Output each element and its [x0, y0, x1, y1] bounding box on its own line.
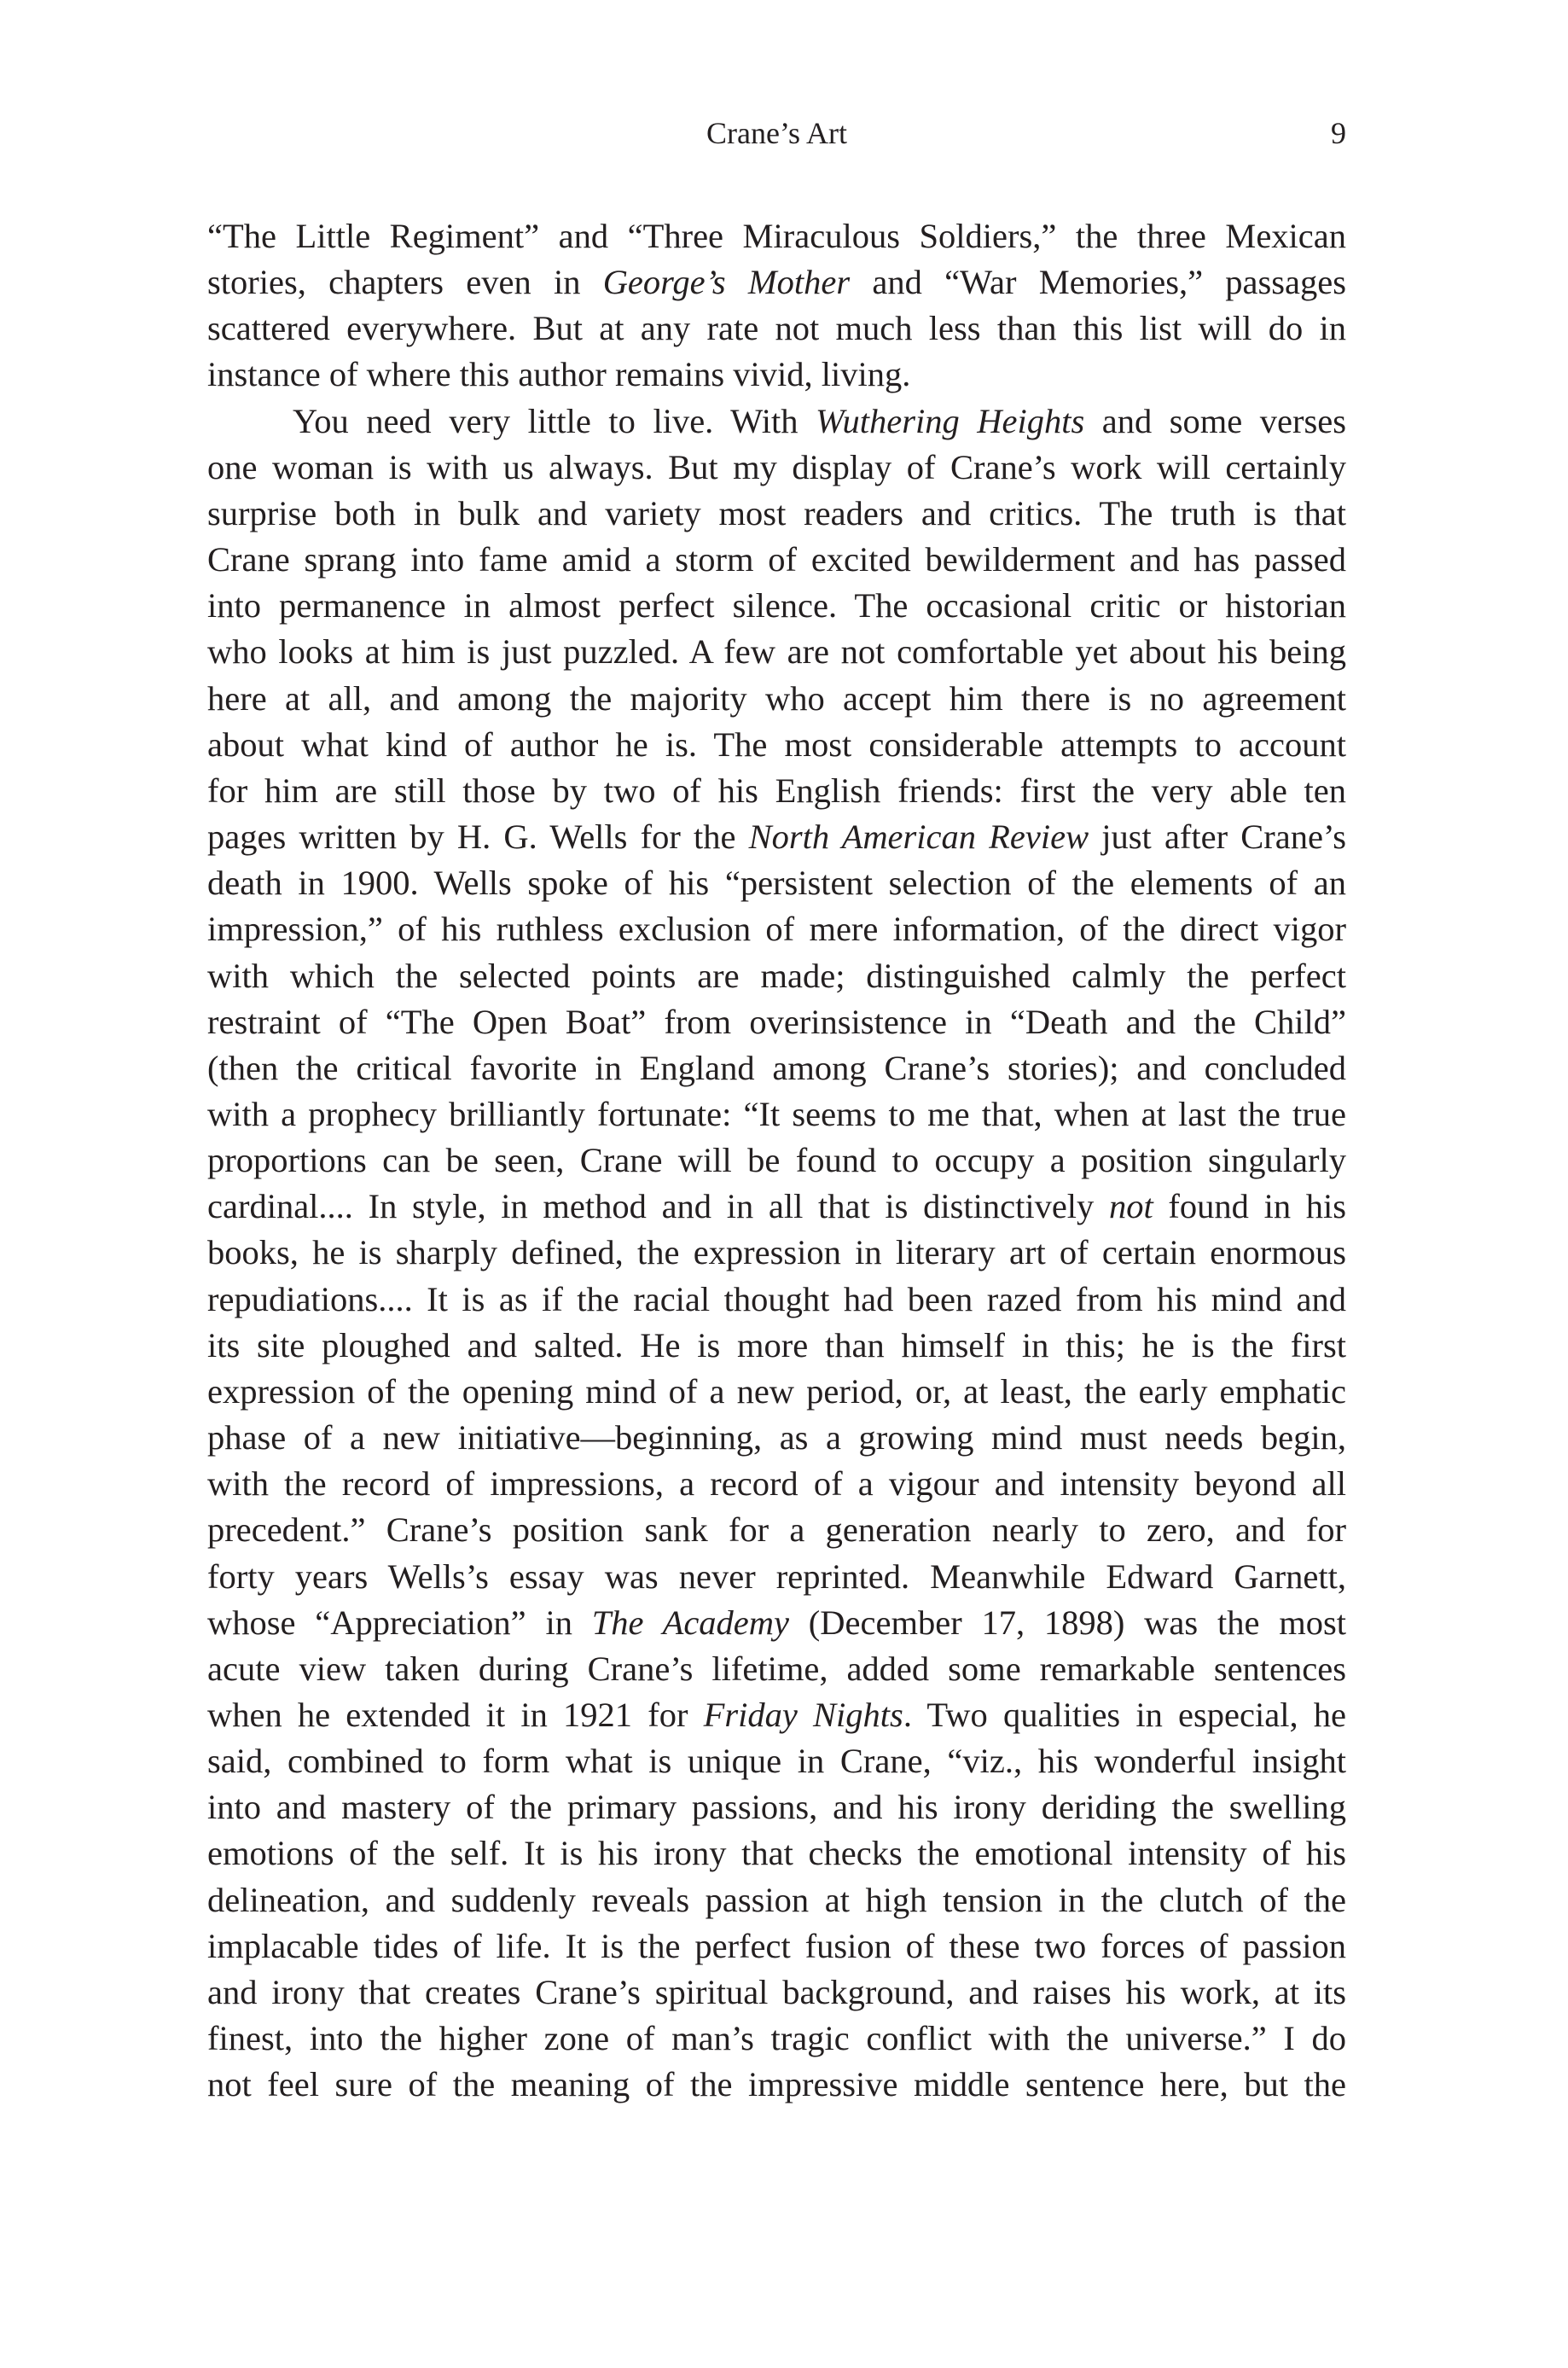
text-line: about what kind of author he is. The most considerable attempts to account: [207, 724, 1346, 764]
page-number: 9: [1331, 116, 1346, 150]
text-line: said, combined to form what is unique in Crane, “viz., his wonderful insight: [207, 1742, 1346, 1781]
running-head: [207, 112, 1346, 154]
text-line: scattered everywhere. But at any rate not much less than this list will do in: [207, 309, 1346, 348]
text-line: one woman is with us always. But my display of Crane’s work will certainly: [207, 447, 1346, 486]
text-line: restraint of “The Open Boat” from overinsistence in “Death and the Child”: [207, 1002, 1346, 1041]
text-line: for him are still those by two of his English friends: first the very able ten: [207, 771, 1346, 810]
running-title: Crane’s Art: [706, 116, 847, 150]
text-line: books, he is sharply defined, the expression in literary art of certain enormous: [207, 1233, 1346, 1272]
text-line: not feel sure of the meaning of the impressive middle sentence here, but the: [207, 2065, 1346, 2104]
text-line: repudiations.... It is as if the racial thought had been razed from his mind and: [207, 1279, 1346, 1318]
italic-title: North American Review: [748, 817, 1089, 857]
italic-title: The Academy: [591, 1603, 789, 1642]
text-line: death in 1900. Wells spoke of his “persistent selection of the elements of an: [207, 864, 1346, 903]
text-line: finest, into the higher zone of man’s tragic conflict with the universe.” I do: [207, 2019, 1346, 2058]
italic-title: Wuthering Heights: [815, 401, 1085, 440]
text-line: whose “Appreciation” in The Academy (December 17, 1898) was the most: [207, 1603, 1347, 1642]
text-line: its site ploughed and salted. He is more than himself in this; he is the first: [207, 1325, 1346, 1364]
text-line: You need very little to live. With Wuthering Heights and some verses: [293, 401, 1346, 440]
body-text: [207, 213, 1346, 2108]
text-line: emotions of the self. It is his irony that checks the emotional intensity of his: [207, 1834, 1346, 1873]
italic-title: Friday Nights: [703, 1696, 903, 1734]
text-line: “The Little Regiment” and “Three Miraculous Soldiers,” the three Mexican: [207, 217, 1346, 255]
text-line: phase of a new initiative—beginning, as a growing mind must needs begin,: [207, 1418, 1346, 1457]
text-line: into permanence in almost perfect silence. The occasional critic or historian: [207, 586, 1346, 625]
text-line: cardinal.... In style, in method and in all that is distinctively not found in his: [207, 1187, 1346, 1226]
text-line: implacable tides of life. It is the perfect fusion of these two forces of passion: [207, 1926, 1346, 1965]
text-line: stories, chapters even in George’s Mother and “War Memories,” passages: [207, 263, 1346, 302]
text-line: and irony that creates Crane’s spiritual background, and raises his work, at its: [207, 1972, 1346, 2011]
text-line: with a prophecy brilliantly fortunate: “It seems to me that, when at last the true: [207, 1094, 1346, 1133]
text-line: here at all, and among the majority who accept him there is no agreement: [207, 678, 1346, 718]
text-line: with the record of impressions, a record of a vigour and intensity beyond all: [207, 1464, 1346, 1504]
text-line: into and mastery of the primary passions, and his irony deriding the swelling: [207, 1788, 1346, 1827]
text-line: (then the critical favorite in England among Crane’s stories); and concluded: [207, 1048, 1346, 1087]
text-line: forty years Wells’s essay was never reprinted. Meanwhile Edward Garnett,: [207, 1556, 1346, 1596]
text-line: delineation, and suddenly reveals passion at high tension in the clutch of the: [207, 1880, 1346, 1919]
text-line: Crane sprang into fame amid a storm of excited bewilderment and has passed: [207, 540, 1346, 579]
text-line: acute view taken during Crane’s lifetime, added some remarkable sentences: [207, 1649, 1346, 1688]
text-line: precedent.” Crane’s position sank for a generation nearly to zero, and for: [207, 1510, 1346, 1550]
italic-title: George’s Mother: [602, 263, 851, 302]
text-line: with which the selected points are made; distinguished calmly the perfect: [207, 956, 1346, 995]
text-line: pages written by H. G. Wells for the North American Review just after Crane’s: [207, 817, 1346, 857]
italic-title: not: [1108, 1187, 1153, 1226]
text-line: instance of where this author remains vivid, living.: [207, 355, 911, 394]
paragraph: [207, 399, 1346, 2109]
paragraph: [207, 213, 1346, 399]
text-line: when he extended it in 1921 for Friday Nights. Two qualities in especial, he: [207, 1696, 1347, 1734]
text-line: expression of the opening mind of a new period, or, at least, the early emphatic: [207, 1371, 1346, 1411]
text-line: who looks at him is just puzzled. A few are not comfortable yet about his being: [207, 632, 1346, 672]
text-line: surprise both in bulk and variety most readers and critics. The truth is that: [207, 493, 1346, 532]
text-line: proportions can be seen, Crane will be found to occupy a position singularly: [207, 1141, 1346, 1180]
text-line: impression,” of his ruthless exclusion of mere information, of the direct vigor: [207, 910, 1346, 949]
